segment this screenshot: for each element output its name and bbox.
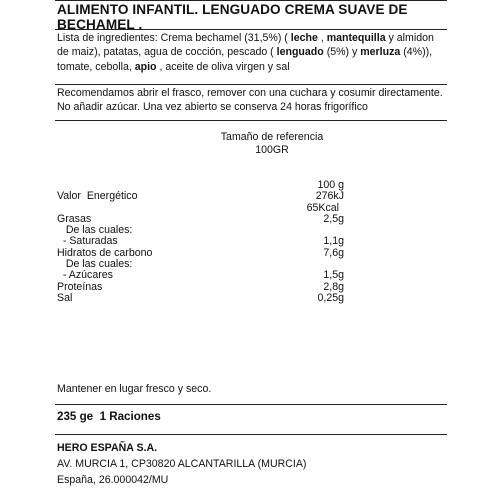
nutrient-label: Sal <box>57 291 73 304</box>
instructions-line-1: Recomendamos abrir el frasco, remover con una cuchara y cosumir directamente. <box>57 87 443 99</box>
company-block <box>55 434 447 500</box>
ingredients-text-part: (4%)), tomate, cebolla, <box>57 46 433 73</box>
nutrient-label: - Azúcares <box>57 269 113 282</box>
nutrition-unit-header: 100 g <box>317 179 344 191</box>
company-registry: España, 26.000042/MU <box>57 474 169 486</box>
nutrient-label: Valor Energético <box>57 190 138 203</box>
nutrient-value: 1,1g <box>323 235 344 248</box>
nutrition-row <box>55 191 447 202</box>
ingredients-text-part: Lista de ingredientes: Crema bechamel (31,5%) ( <box>57 32 291 44</box>
ingredients-text-part: , aceite de oliva virgen y sal <box>156 60 290 73</box>
reference-size-value: 100GR <box>255 144 289 156</box>
nutrient-value: 2,5g <box>323 212 344 225</box>
ingredients-text-part: y almidon de maiz), patatas, agua de cocción, pescado ( <box>57 32 434 59</box>
storage-instructions: Mantener en lugar fresco y seco. <box>57 383 212 395</box>
nutrient-label: Proteínas <box>57 280 103 293</box>
instructions-block <box>55 84 447 120</box>
company-address: AV. MURCIA 1, CP30820 ALCANTARILLA (MURCIA) <box>57 458 307 470</box>
title-block <box>55 0 447 32</box>
reference-size-label: Tamaño de referencia <box>220 131 324 143</box>
portion-block <box>55 404 447 434</box>
nutrition-row <box>55 259 447 270</box>
nutrient-label: Grasas <box>57 212 92 225</box>
nutrient-label: - Saturadas <box>57 235 118 248</box>
allergen-sole: lenguado <box>276 46 324 59</box>
nutrient-label: De las cuales: <box>57 258 133 271</box>
ingredients-text-part: , <box>317 32 327 44</box>
nutrient-label: De las cuales: <box>57 224 133 237</box>
nutrition-row <box>55 203 447 214</box>
allergen-celery: apio <box>134 60 157 73</box>
ingredients-text <box>55 31 447 74</box>
nutrition-row <box>55 293 447 304</box>
nutrient-value: 2,8g <box>323 280 344 293</box>
allergen-milk: leche <box>290 32 318 44</box>
nutrient-value: 0,25g <box>317 291 344 304</box>
company-name: HERO ESPAÑA S.A. <box>57 442 158 454</box>
nutrition-row <box>55 270 447 281</box>
allergen-butter: mantequilla <box>326 32 386 44</box>
ingredients-block <box>55 29 447 84</box>
nutrition-row <box>55 282 447 293</box>
nutrient-value: 276kJ <box>315 190 344 203</box>
nutrient-label: Hidratos de carbono <box>57 246 153 259</box>
estimated-mark: e <box>86 410 94 423</box>
nutrient-value: 65Kcal <box>306 201 339 214</box>
allergen-hake: merluza <box>360 46 401 59</box>
nutrient-value: 7,6g <box>323 246 344 259</box>
nutrition-label <box>55 0 447 500</box>
servings: 1 Raciones <box>99 410 161 423</box>
nutrition-table <box>55 180 447 304</box>
ingredients-text-part: (5%) y <box>323 46 361 59</box>
instructions-line-2: No añadir azúcar. Una vez abierto se conserva 24 horas frigorífico <box>57 101 368 114</box>
net-weight: 235 g <box>57 410 87 423</box>
product-title: ALIMENTO INFANTIL. LENGUADO CREMA SUAVE DE BECHAMEL . <box>57 2 408 32</box>
portion-info <box>57 410 161 424</box>
nutrient-value: 1,5g <box>323 269 344 282</box>
